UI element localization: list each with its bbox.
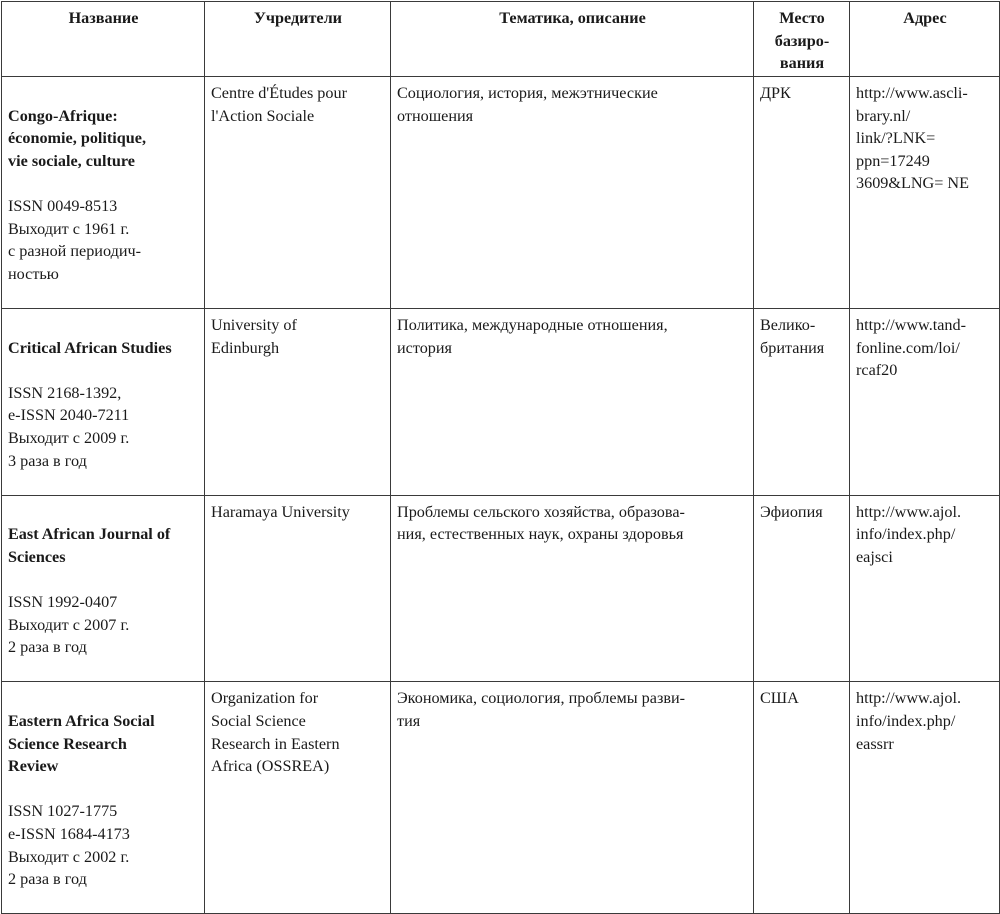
place-cell: Эфиопия — [754, 495, 850, 682]
table-header-row — [2, 2, 1000, 77]
address-cell: http://www.ascli- brary.nl/ link/?LNK= ppn=17249 3609&LNG= NE — [850, 77, 1000, 309]
journals-table — [1, 1, 1000, 914]
topic-cell: Экономика, социология, проблемы разви- тия — [391, 682, 754, 914]
header-name: Название — [2, 2, 205, 77]
journal-title: East African Journal of Sciences — [8, 525, 171, 566]
founders-cell: University of Edinburgh — [205, 308, 391, 495]
header-founders: Учредители — [205, 2, 391, 77]
journal-title: Eastern Africa Social Science Research Review — [8, 712, 155, 776]
founders-cell: Organization for Social Science Research in Eastern Africa (OSSREA) — [205, 682, 391, 914]
address-cell: http://www.tand- fonline.com/loi/ rcaf20 — [850, 308, 1000, 495]
journal-name-cell — [2, 77, 205, 309]
topic-cell: Проблемы сельского хозяйства, образова- ния, естественных наук, охраны здоровья — [391, 495, 754, 682]
topic-cell: Политика, международные отношения, история — [391, 308, 754, 495]
journal-title: Congo-Afrique: économie, politique, vie sociale, culture — [8, 106, 147, 170]
place-cell: Велико- британия — [754, 308, 850, 495]
founders-cell: Haramaya University — [205, 495, 391, 682]
table-row — [2, 308, 1000, 495]
founders-cell: Centre d'Études pour l'Action Sociale — [205, 77, 391, 309]
journal-name-cell — [2, 308, 205, 495]
journal-details: ISSN 1027-1775 e-ISSN 1684-4173 Выходит с 2002 г. 2 раза в год — [8, 802, 130, 889]
journal-name-cell — [2, 495, 205, 682]
place-cell: ДРК — [754, 77, 850, 309]
header-topic: Тематика, описание — [391, 2, 754, 77]
table-row — [2, 495, 1000, 682]
header-address: Адрес — [850, 2, 1000, 77]
journal-title: Critical African Studies — [8, 338, 172, 357]
header-place: Место базиро- вания — [754, 2, 850, 77]
journal-details: ISSN 2168-1392, e-ISSN 2040-7211 Выходит с 2009 г. 3 раза в год — [8, 383, 130, 470]
table-row — [2, 682, 1000, 914]
topic-cell: Социология, история, межэтнические отношения — [391, 77, 754, 309]
journal-details: ISSN 0049-8513 Выходит с 1961 г. с разной периодич- ностью — [8, 196, 142, 283]
table-row — [2, 77, 1000, 309]
address-cell: http://www.ajol. info/index.php/ eassrr — [850, 682, 1000, 914]
journal-details: ISSN 1992-0407 Выходит с 2007 г. 2 раза в год — [8, 593, 130, 657]
address-cell: http://www.ajol. info/index.php/ eajsci — [850, 495, 1000, 682]
place-cell: США — [754, 682, 850, 914]
journal-name-cell — [2, 682, 205, 914]
